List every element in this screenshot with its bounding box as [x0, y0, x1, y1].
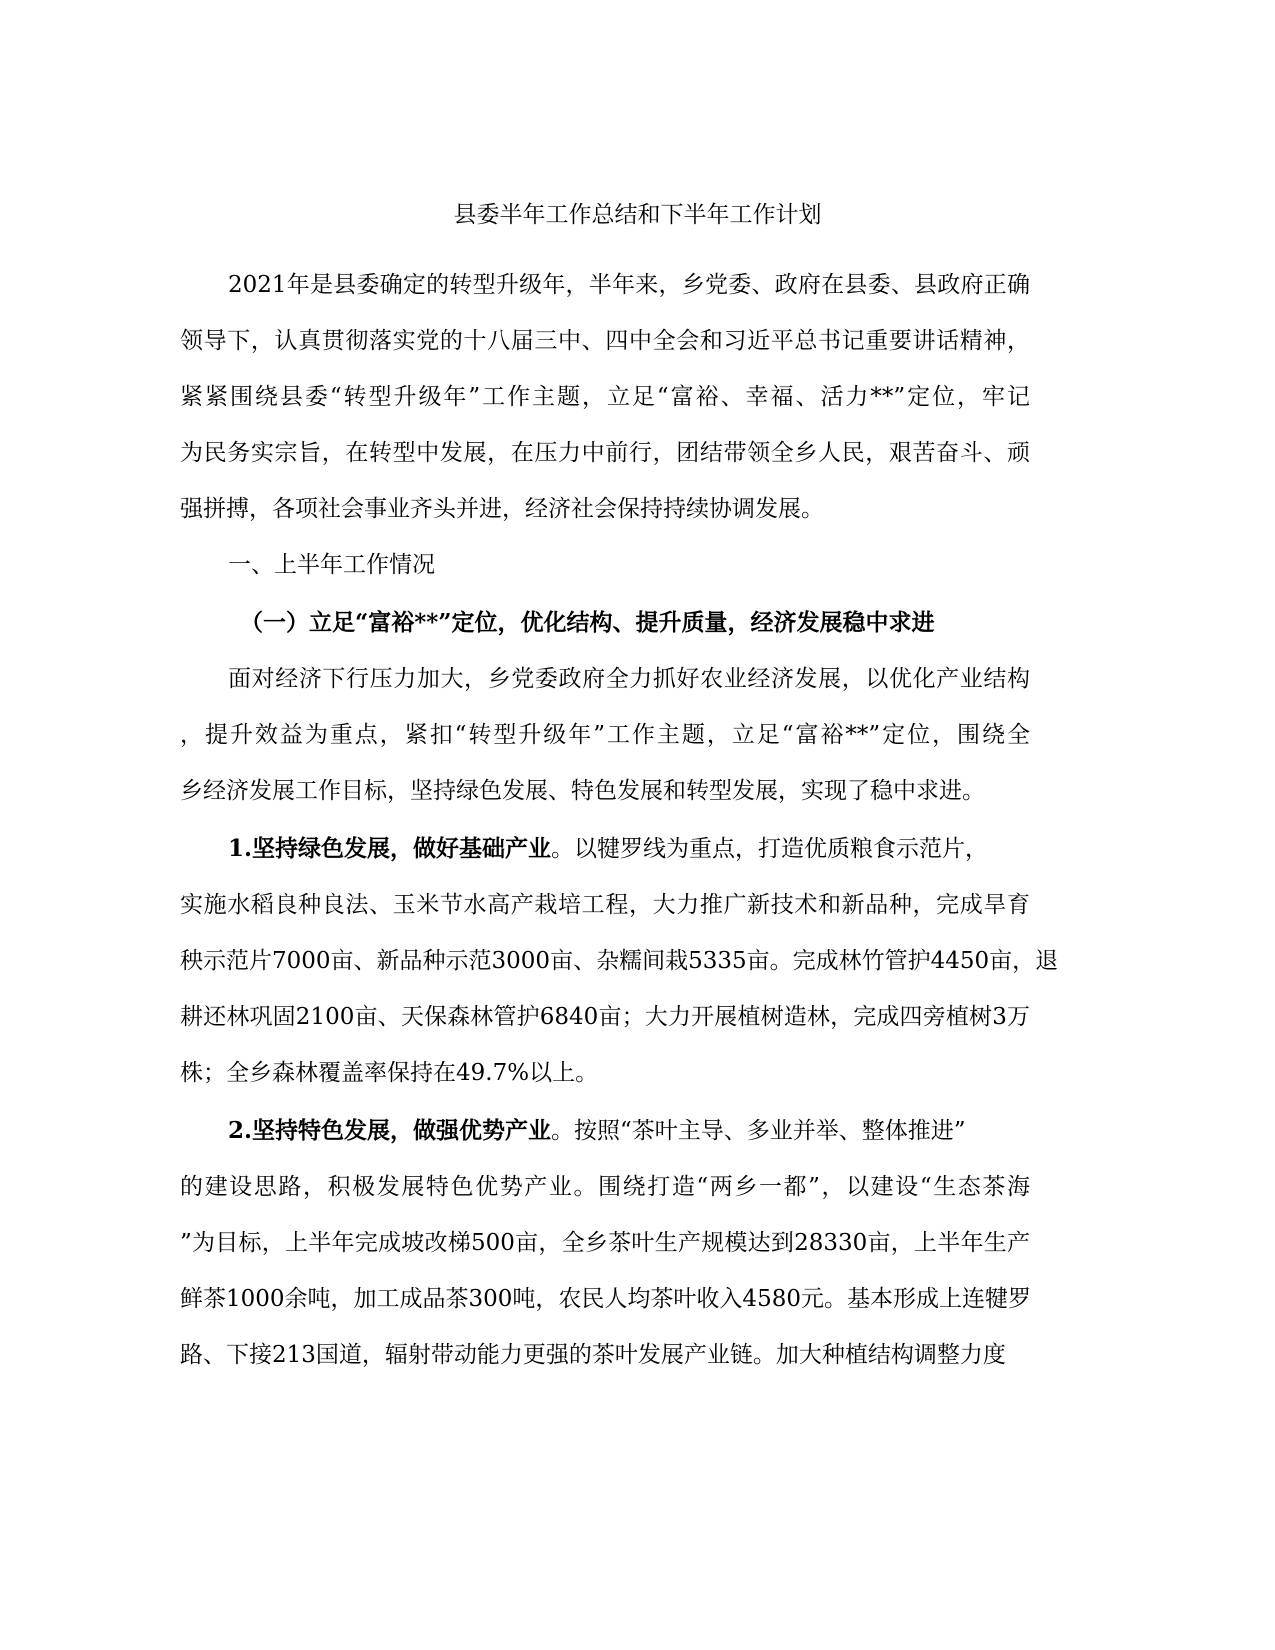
item1-line-5: 株；全乡森林覆盖率保持在49.7%以上。	[180, 1060, 599, 1086]
item2-line-4: 鲜茶1000余吨，加工成品茶300吨，农民人均茶叶收入4580元。基本形成上连犍罗	[180, 1286, 1031, 1312]
item2-line-2: 的建设思路，积极发展特色优势产业。围绕打造“两乡一都”，以建设“生态茶海	[180, 1174, 1030, 1200]
item2-line-5: 路、下接213国道，辐射带动能力更强的茶叶发展产业链。加大种植结构调整力度	[180, 1342, 1006, 1368]
intro-line-4: 为民务实宗旨，在转型中发展，在压力中前行，团结带领全乡人民，艰苦奋斗、顽	[180, 440, 1030, 466]
intro-line-2: 领导下，认真贯彻落实党的十八届三中、四中全会和习近平总书记重要讲话精神，	[180, 328, 1030, 354]
para1-line-2: ，提升效益为重点，紧扣“转型升级年”工作主题，立足“富裕**”定位，围绕全	[180, 722, 1030, 748]
item1-line-2: 实施水稻良种良法、玉米节水高产栽培工程，大力推广新技术和新品种，完成旱育	[180, 892, 1030, 918]
item2-line-1	[228, 1116, 1128, 1146]
document-title: 县委半年工作总结和下半年工作计划	[453, 202, 822, 228]
intro-line-5: 强拼搏，各项社会事业齐头并进，经济社会保持持续协调发展。	[180, 496, 824, 522]
item2-line-1-text: 。按照“茶叶主导、多业并举、整体推进”	[551, 1118, 966, 1144]
para1-line-3: 乡经济发展工作目标，坚持绿色发展、特色发展和转型发展，实现了稳中求进。	[180, 778, 985, 804]
item1-heading: 1.坚持绿色发展，做好基础产业	[228, 835, 552, 862]
subsection-heading-1: （一）立足“富裕**”定位，优化结构、提升质量，经济发展稳中求进	[240, 609, 935, 636]
item1-line-1	[228, 834, 1128, 864]
item2-heading: 2.坚持特色发展，做强优势产业	[228, 1117, 552, 1144]
section-heading-1: 一、上半年工作情况	[228, 552, 435, 578]
item1-line-4: 耕还林巩固2100亩、天保森林管护6840亩；大力开展植树造林，完成四旁植树3万	[180, 1004, 1030, 1030]
para1-line-1: 面对经济下行压力加大，乡党委政府全力抓好农业经济发展，以优化产业结构	[228, 666, 1030, 692]
item1-line-3: 秧示范片7000亩、新品种示范3000亩、杂糯间栽5335亩。完成林竹管护4450亩，退	[180, 948, 1059, 974]
item1-line-1-text: 。以犍罗线为重点，打造优质粮食示范片，	[551, 836, 989, 862]
intro-line-1: 2021年是县委确定的转型升级年，半年来，乡党委、政府在县委、县政府正确	[228, 272, 1030, 298]
intro-line-3: 紧紧围绕县委“转型升级年”工作主题，立足“富裕、幸福、活力**”定位，牢记	[180, 384, 1030, 410]
item2-line-3: ”为目标，上半年完成坡改梯500亩，全乡茶叶生产规模达到28330亩，上半年生产	[180, 1230, 1030, 1256]
